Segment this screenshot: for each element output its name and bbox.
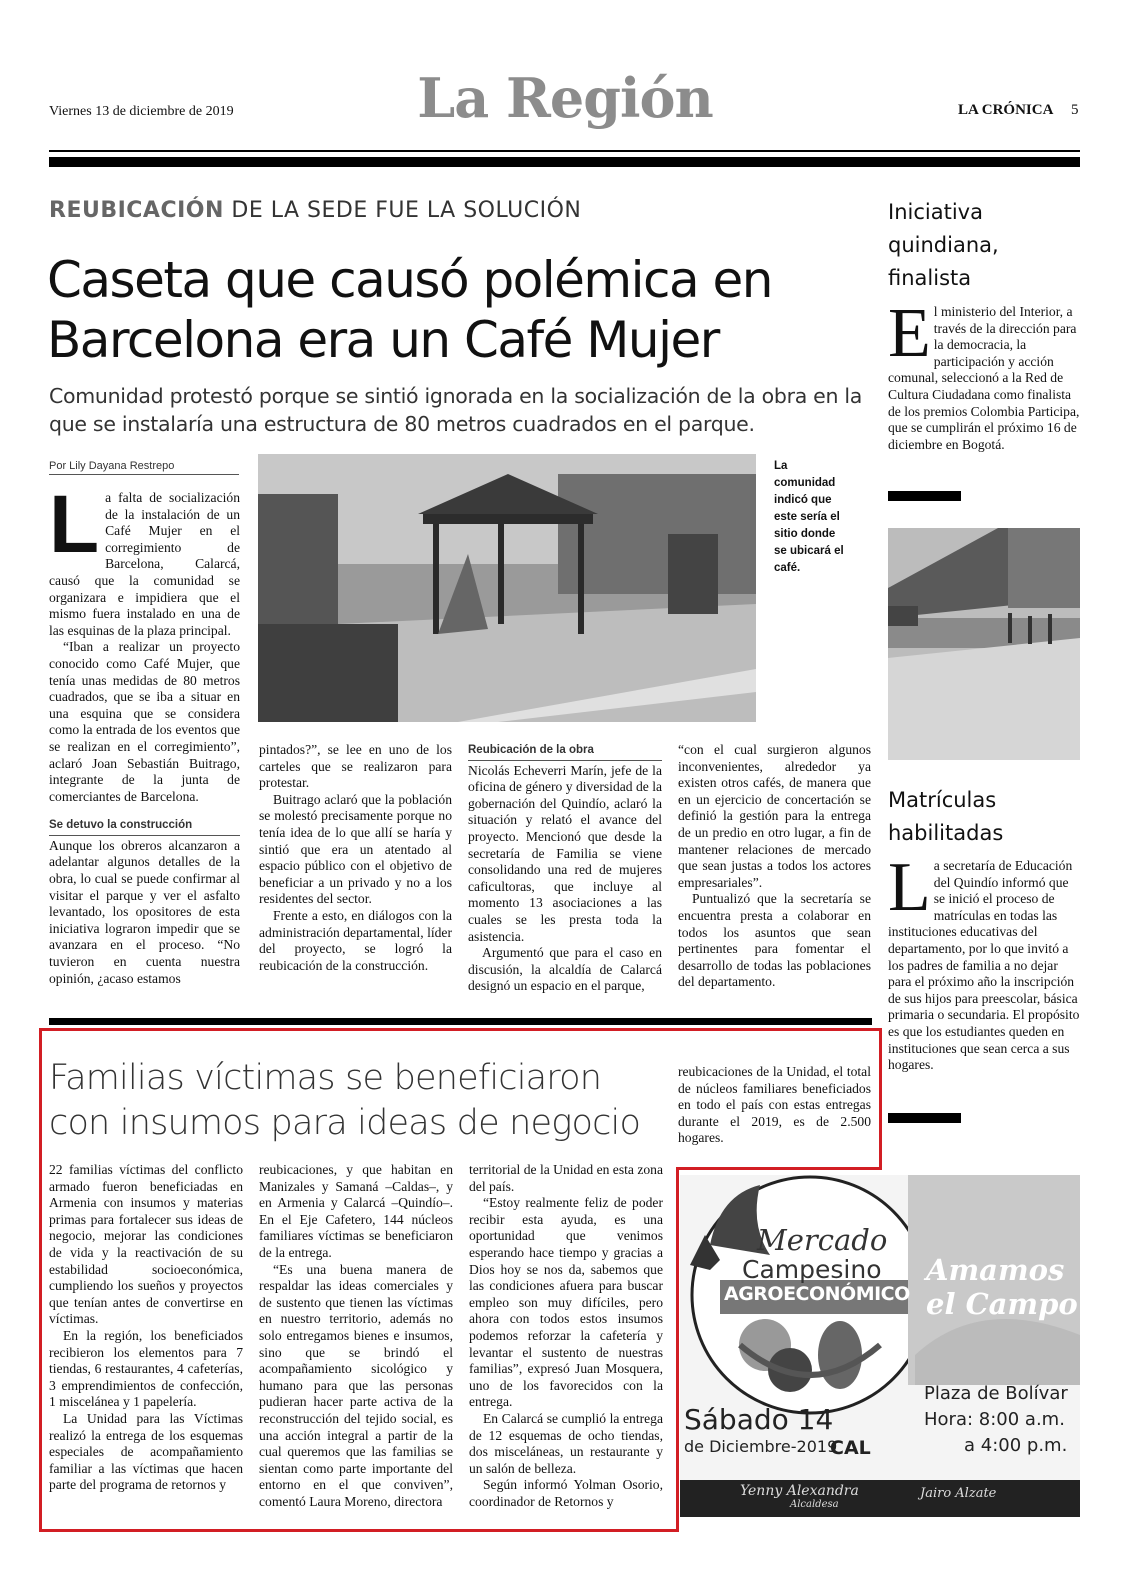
main-col1-p3: Aunque los obreros alcanzaron a adelantar algunos detalles de la obra, lo cual se puede confirmar al visitar el parque y ver el asfalto levantado, los opositores de esta iniciativa lograron impedir que se avanzara en el proceso. “No tuvieron en cuenta nuestra opinión, ¿acaso estamos bbox=[49, 837, 240, 986]
ad-band: AGROECONÓMICO bbox=[724, 1283, 910, 1305]
ad-footer3: Jairo Alzate bbox=[920, 1486, 997, 1501]
second-column-3 bbox=[469, 1162, 663, 1510]
brief1-title: Iniciativa quindiana, finalista bbox=[888, 200, 999, 290]
second-col3-p3: En Calarcá se cumplió la entrega de 12 esquemas de ocho tiendas, dos misceláneas, un restaurante y un salón de belleza. bbox=[469, 1410, 663, 1476]
kicker-bold: REUBICACIÓN bbox=[49, 198, 224, 223]
main-col1-p1: a falta de socialización de la instalación de un Café Mujer en el corregimiento de Barcelona, Calarcá, causó que la comunidad se organizara e impidiera que el mismo fuera instalado en una de las esquinas de la plaza principal. bbox=[49, 490, 240, 638]
park-photo-drawing bbox=[258, 454, 756, 722]
main-col3-p1: Nicolás Echeverri Marín, jefe de la oficina de género y diversidad de la gobernación del Quindío, aclaró la situación y relató el avance del proyecto. Mencionó que desde la secretaría de Familia se viene consolidando una red de mujeres caficultoras, que incluye al momento 13 asociaciones a las cuales se les presta toda la asistencia. bbox=[468, 762, 663, 944]
main-column-3 bbox=[468, 730, 662, 995]
main-col1-p2: “Iban a realizar un proyecto conocido como Café Mujer, que tenía unas medidas de 80 metros cuadrados, que se iba a situar en una esquina que se considera como la entrada de los eventos que se realizan en el corregimiento”, aclaró Joan Sebastián Buitrago, integrante de la junta de comerciantes de Barcelona. bbox=[49, 639, 240, 804]
highlight-box-bottom bbox=[39, 1529, 679, 1532]
main-col4-p1: “con el cual surgieron algunos inconvenientes, alrededor ya existen otros cafés, de manera que en un ejercicio de concertación se definió la gestión para la entrega de un predio en otro lugar, a fin de mantener relaciones de mercado que sean justas a todos los actores empresariales”. bbox=[678, 742, 871, 890]
second-column-2 bbox=[259, 1162, 453, 1510]
brief2-end-bar bbox=[888, 1113, 961, 1123]
newspaper-name: LA CRÓNICA bbox=[958, 102, 1054, 118]
brief2-body bbox=[888, 849, 1080, 1074]
kicker bbox=[49, 198, 581, 223]
byline: Por Lily Dayana Restrepo bbox=[49, 460, 239, 475]
main-col3-p2: Argumentó que para el caso en discusión, la alcaldía de Calarcá designó un espacio en el parque, bbox=[468, 945, 662, 994]
ad-title2: Campesino bbox=[742, 1255, 882, 1284]
dropcap-l2: L bbox=[888, 849, 931, 926]
second-col2-p2: “Es una buena manera de respaldar las ideas comerciales y de sustento que tienen las víctimas en nuestro territorio, además no solo entregamos bienes e insumos, sino que se brindó el acompañamiento sicológico y humano para que las personas pudieran hacer parte activa de la reconstrucción del tejido social, es una acción integral a partir de la cual queremos que las familias se sientan como parte importante del entorno en el que conviven”, comentó Laura Moreno, directora bbox=[259, 1261, 453, 1509]
ad-footer2: Alcaldesa bbox=[790, 1499, 839, 1510]
second-headline: Familias víctimas se beneficiaron con insumos para ideas de negocio bbox=[49, 1058, 641, 1143]
subhead-construccion: Se detuvo la construcción bbox=[49, 817, 240, 836]
dropcap-e: E bbox=[888, 295, 931, 372]
main-column-2 bbox=[259, 742, 452, 974]
brief2-text: a secretaría de Educación del Quindío informó que se inició el proceso de matrículas en todas las instituciones educativas del departamento, por lo que invitó a los padres de familia a no dejar para el próximo año la inscripción de sus hijos para preescolar, básica primaria o secundaria. El propósito es que los estudiantes queden en instituciones que sean cerca a sus hogares. bbox=[888, 858, 1080, 1073]
header-date: Viernes 13 de diciembre de 2019 bbox=[49, 104, 234, 119]
section-divider bbox=[49, 1018, 872, 1025]
second-col3-p1: territorial de la Unidad en esta zona del país. bbox=[469, 1162, 664, 1194]
main-deck: Comunidad protestó porque se sintió ignorada en la socialización de la obra en la que se instalaría una estructura de 80 metros cuadrados en el parque. bbox=[49, 384, 863, 436]
ad-slogan2: el Campo bbox=[926, 1287, 1078, 1321]
second-col1-p2: En la región, los beneficiados recibieron los elementos para 7 tiendas, 6 restaurantes, 4 cafeterías, 3 emprendimientos de confección, 1 miscelánea y 1 papelería. bbox=[49, 1327, 243, 1410]
dropcap-l: L bbox=[49, 479, 100, 570]
brief1-end-bar bbox=[888, 491, 961, 501]
main-col2-p2: Buitrago aclaró que la población se molestó precisamente porque no tenía idea de lo que allí se haría y sintió que era un atentado al espacio público con el objetivo de beneficiar a un privado y no a los residentes del sector. bbox=[259, 791, 452, 907]
ad-slogan1: Amamos bbox=[926, 1253, 1065, 1287]
second-col1-p1: 22 familias víctimas del conflicto armado fueron beneficiadas en Armenia con insumos y materias primas para fortalecer sus ideas de negocio, mejorar las condiciones de vida y la reactivación de su estabilidad socioeconómica, cumpliendo los sueños y proyectos que tenían antes de convertirse en víctimas. bbox=[49, 1162, 243, 1327]
brief1-text: l ministerio del Interior, a través de la dirección para la democracia, la participación y acción comunal, seleccionó a la Red de Cultura Ciudadana como finalista de los premios Colombia Participa, que se cumplirán el próximo 16 de diciembre en Bogotá. bbox=[888, 304, 1080, 452]
ad-logo: CAL bbox=[830, 1437, 871, 1459]
street-photo-drawing bbox=[888, 528, 1080, 760]
ad-hour2: a 4:00 p.m. bbox=[964, 1435, 1068, 1456]
header-rule-thin bbox=[49, 150, 1080, 152]
page-number: 5 bbox=[1071, 102, 1079, 118]
brief2-title: Matrículas habilitadas bbox=[888, 788, 1004, 845]
second-column-1 bbox=[49, 1162, 243, 1494]
photo-caption: La comunidad indicó que este sería el sitio donde se ubicará el café. bbox=[774, 460, 844, 574]
ad-title1: Mercado bbox=[757, 1223, 888, 1257]
ad-hour1: Hora: 8:00 a.m. bbox=[924, 1409, 1065, 1430]
highlight-box-left bbox=[39, 1028, 42, 1529]
main-column-1 bbox=[49, 479, 240, 987]
main-headline: Caseta que causó polémica en Barcelona era un Café Mujer bbox=[47, 251, 772, 369]
ad-footer1: Yenny Alexandra bbox=[740, 1483, 859, 1499]
second-intro bbox=[678, 1064, 871, 1147]
park-photo bbox=[258, 454, 756, 722]
second-intro-text: reubicaciones de la Unidad, el total de núcleos familiares beneficiados en todo el país con estas entregas durante el 2019, es de 2.500 hogares. bbox=[678, 1064, 871, 1146]
ad-mercado-campesino bbox=[680, 1175, 1080, 1517]
ad-date1: Sábado 14 bbox=[684, 1403, 834, 1436]
kicker-rest: DE LA SEDE FUE LA SOLUCIÓN bbox=[231, 198, 582, 223]
highlight-box-step bbox=[676, 1167, 879, 1170]
main-col4-p2: Puntualizó que la secretaría se encuentra presta a colaborar en todos los asuntos que sean pertinentes para fomentar el desarrollo de todas las poblaciones del departamento. bbox=[678, 891, 871, 990]
highlight-box-mid bbox=[676, 1167, 679, 1529]
main-col2-p3: Frente a esto, en diálogos con la administración departamental, líder del proyecto, se logró la reubicación de la construcción. bbox=[259, 907, 452, 973]
section-title: La Región bbox=[417, 66, 713, 130]
brief1-body bbox=[888, 295, 1080, 453]
header-rule-thick bbox=[49, 157, 1080, 167]
subhead-reubicacion: Reubicación de la obra bbox=[468, 742, 662, 761]
second-col2-p1: reubicaciones, y que habitan en Manizales y Samaná –Caldas–, y en Armenia y Calarcá –Quindío–. En el Eje Cafetero, 144 núcleos familiares víctimas se beneficiaron de la entrega. bbox=[259, 1162, 453, 1260]
main-col2-p1: pintados?”, se lee en uno de los carteles que se realizaron para protestar. bbox=[259, 742, 452, 791]
main-column-4 bbox=[678, 742, 871, 991]
second-col1-p3: La Unidad para las Víctimas realizó la entrega de los esquemas especiales de acompañamiento familiar a las víctimas que hacen parte del programa de retornos y bbox=[49, 1410, 243, 1493]
ad-place: Plaza de Bolívar bbox=[924, 1383, 1068, 1404]
second-col3-p2: “Estoy realmente feliz de poder recibir esta ayuda, es una oportunidad que venimos esperando hace tiempo y gracias a Dios hoy se nos da, sabemos que las condiciones afuera para buscar empleo son muy difíciles, pero ahora con todos estos insumos podemos reforzar la cafetería y levantar el sustento de nuestras familias”, expresó Juan Mosquera, uno de los favorecidos con la entrega. bbox=[469, 1195, 663, 1410]
ad-date2: de Diciembre-2019 bbox=[684, 1437, 838, 1456]
street-photo bbox=[888, 528, 1080, 760]
second-col3-p4: Según informó Yolman Osorio, coordinador de Retornos y bbox=[469, 1477, 663, 1509]
